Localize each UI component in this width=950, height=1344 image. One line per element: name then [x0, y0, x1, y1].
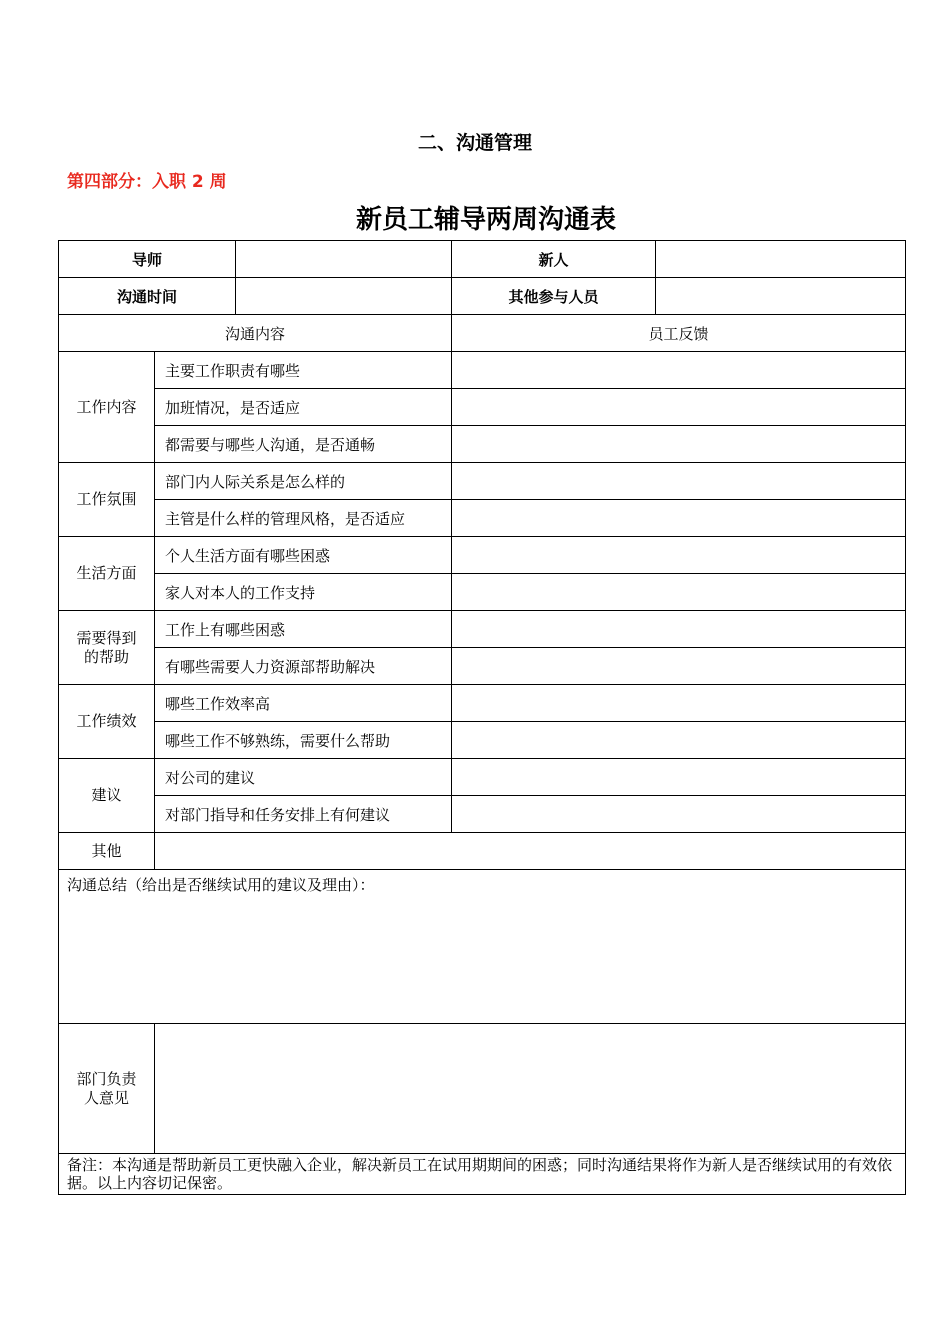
content-column-header: 沟通内容	[59, 315, 452, 352]
question-cell: 都需要与哪些人沟通，是否通畅	[155, 426, 452, 463]
other-label: 其他	[59, 833, 155, 870]
participants-label: 其他参与人员	[452, 278, 656, 315]
feedback-field[interactable]	[452, 648, 906, 685]
feedback-field[interactable]	[452, 796, 906, 833]
time-field[interactable]	[236, 278, 452, 315]
question-cell: 加班情况，是否适应	[155, 389, 452, 426]
feedback-field[interactable]	[452, 426, 906, 463]
feedback-field[interactable]	[452, 463, 906, 500]
feedback-field[interactable]	[452, 537, 906, 574]
feedback-field[interactable]	[452, 574, 906, 611]
category-label	[59, 611, 155, 685]
other-field[interactable]	[155, 833, 906, 870]
question-cell: 主要工作职责有哪些	[155, 352, 452, 389]
question-cell: 哪些工作效率高	[155, 685, 452, 722]
participants-field[interactable]	[656, 278, 906, 315]
question-cell: 工作上有哪些困惑	[155, 611, 452, 648]
question-cell: 有哪些需要人力资源部帮助解决	[155, 648, 452, 685]
note: 备注：本沟通是帮助新员工更快融入企业，解决新员工在试用期期间的困惑；同时沟通结果将作为新人是否继续试用的有效依据。以上内容切记保密。	[59, 1154, 906, 1195]
category-label: 工作内容	[59, 352, 155, 463]
feedback-field[interactable]	[452, 389, 906, 426]
newcomer-label: 新人	[452, 241, 656, 278]
section-title: 二、沟通管理	[417, 132, 532, 154]
mentor-label: 导师	[59, 241, 236, 278]
feedback-field[interactable]	[452, 500, 906, 537]
question-cell: 对公司的建议	[155, 759, 452, 796]
feedback-field[interactable]	[452, 352, 906, 389]
summary-field[interactable]	[59, 870, 906, 1024]
question-cell: 个人生活方面有哪些困惑	[155, 537, 452, 574]
dept-opinion-field[interactable]	[155, 1024, 906, 1154]
question-cell: 主管是什么样的管理风格，是否适应	[155, 500, 452, 537]
feedback-field[interactable]	[452, 759, 906, 796]
question-cell: 对部门指导和任务安排上有何建议	[155, 796, 452, 833]
mentor-field[interactable]	[236, 241, 452, 278]
feedback-field[interactable]	[452, 722, 906, 759]
form-title: 新员工辅导两周沟通表	[355, 205, 616, 235]
feedback-field[interactable]	[452, 611, 906, 648]
category-label-text: 需要得到的帮助	[76, 628, 137, 666]
category-label: 生活方面	[59, 537, 155, 611]
category-label: 工作氛围	[59, 463, 155, 537]
question-cell: 家人对本人的工作支持	[155, 574, 452, 611]
time-label: 沟通时间	[59, 278, 236, 315]
question-cell: 部门内人际关系是怎么样的	[155, 463, 452, 500]
dept-opinion-label-text: 部门负责人意见	[76, 1069, 137, 1107]
communication-form	[58, 240, 906, 1195]
dept-opinion-label	[59, 1024, 155, 1154]
category-label: 建议	[59, 759, 155, 833]
feedback-column-header: 员工反馈	[452, 315, 906, 352]
summary-label: 沟通总结（给出是否继续试用的建议及理由）：	[67, 876, 375, 894]
category-label: 工作绩效	[59, 685, 155, 759]
feedback-field[interactable]	[452, 685, 906, 722]
newcomer-field[interactable]	[656, 241, 906, 278]
part-label: 第四部分：入职 2 周	[67, 172, 227, 192]
question-cell: 哪些工作不够熟练，需要什么帮助	[155, 722, 452, 759]
